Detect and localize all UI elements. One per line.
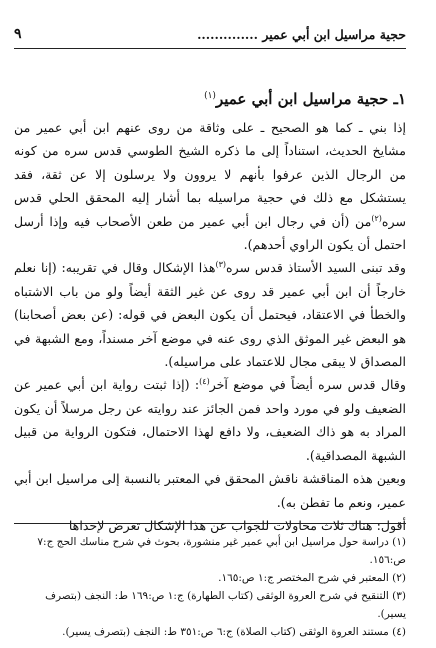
section-heading	[204, 90, 406, 108]
footnote-4: (٤) مستند العروة الوثقى (كتاب الصلاة) ج:٦ ص:٣٥١ ط: النجف (بتصرف يسير).	[62, 626, 406, 638]
footnotes	[14, 533, 406, 641]
paragraph-1-text-cont: من (أن في رجال ابن أبي عمير من طعن الأصحاب فيه وإذا أرسل احتمل أن يكون الراوي أحدهم).	[14, 213, 406, 253]
page-number: ٩	[14, 26, 22, 42]
paragraph-5: أقول: هناك ثلاث محاولات للجواب عن هذا الإشكال تعرض لإحداها	[68, 517, 406, 533]
paragraph-3	[14, 373, 406, 467]
footnote-2: (٢) المعتبر في شرح المختصر ج:١ ص:١٦٥.	[218, 572, 406, 584]
header-rule	[14, 48, 406, 49]
paragraph-1	[14, 116, 406, 256]
paragraph-2-text-cont: هذا الإشكال وقال في تقريبه: (إنا نعلم خارجاً أن ابن أبي عمير قد روى عن غير الثقة أيضاً ولو من باب الاشتباه والخطأ في الاعتقاد، فيحتمل أن يكون البعض في قوله: (عن بعض أصحابنا) هو البعض غير الموثق الذي روى عنه في موضع آخر مسنداً، ومع الشبهة في المصداق لا يبقى مجال للاعتماد على مراسيله).	[14, 260, 406, 370]
footnote-marker-2: (٢)	[371, 213, 382, 223]
running-title: حجية مراسيل ابن أبي عمير ..............	[197, 26, 406, 42]
body-text	[14, 116, 406, 537]
paragraph-3-text-cont: : (إذا ثبتت رواية ابن أبي عمير عن الضعيف ولو في مورد واحد فمن الجائز عند روايته عن رجل مرسلاً أن يكون المراد به هو ذاك الضعيف، ولا دافع لهذا الاحتمال، فتكون الرواية من قبيل الشبهة المصداقية).	[14, 377, 406, 463]
paragraph-4: وبعين هذه المناقشة ناقش المحقق في المعتبر بالنسبة إلى مراسيل ابن أبي عمير، ونعم ما تفطن به).	[14, 471, 406, 510]
footnote-marker-3: (٣)	[215, 260, 227, 270]
footnote-1: (١) دراسة حول مراسيل ابن أبي عمير غير منشورة، بحوث في شرح مناسك الحج ج:٧ ص:١٥٦.	[37, 536, 406, 566]
footnote-marker-4: (٤)	[199, 377, 210, 387]
footnote-marker-1: (١)	[204, 91, 216, 101]
paragraph-2	[14, 256, 406, 373]
footnote-rule	[14, 523, 406, 524]
paragraph-1-text: إذا بني ـ كما هو الصحيح ـ على وثاقة من روى عنهم ابن أبي عمير من مشايخ الحديث، استناداً إلى ما ذكره الشيخ الطوسي قدس سره من كونه من الرجال الذين عرفوا بأنهم لا يروون ولا يرسلون إلا عن ثقة، فقد يستشكل مع ذلك في حجية مراسيله بما أشار إليه المحقق الحلي قدس سره	[14, 120, 406, 229]
section-heading-text: ١ـ حجية مراسيل ابن أبي عمير	[215, 90, 406, 108]
footnote-3: (٣) التنقيح في شرح العروة الوثقى (كتاب الطهارة) ج:١ ص:١٦٩ ط: النجف (بتصرف يسير).	[45, 590, 406, 620]
paragraph-2-text: وقد تبنى السيد الأستاذ قدس سره	[226, 260, 406, 276]
running-header	[14, 24, 406, 44]
paragraph-3-text: وقال قدس سره أيضاً في موضع آخر	[209, 377, 406, 393]
